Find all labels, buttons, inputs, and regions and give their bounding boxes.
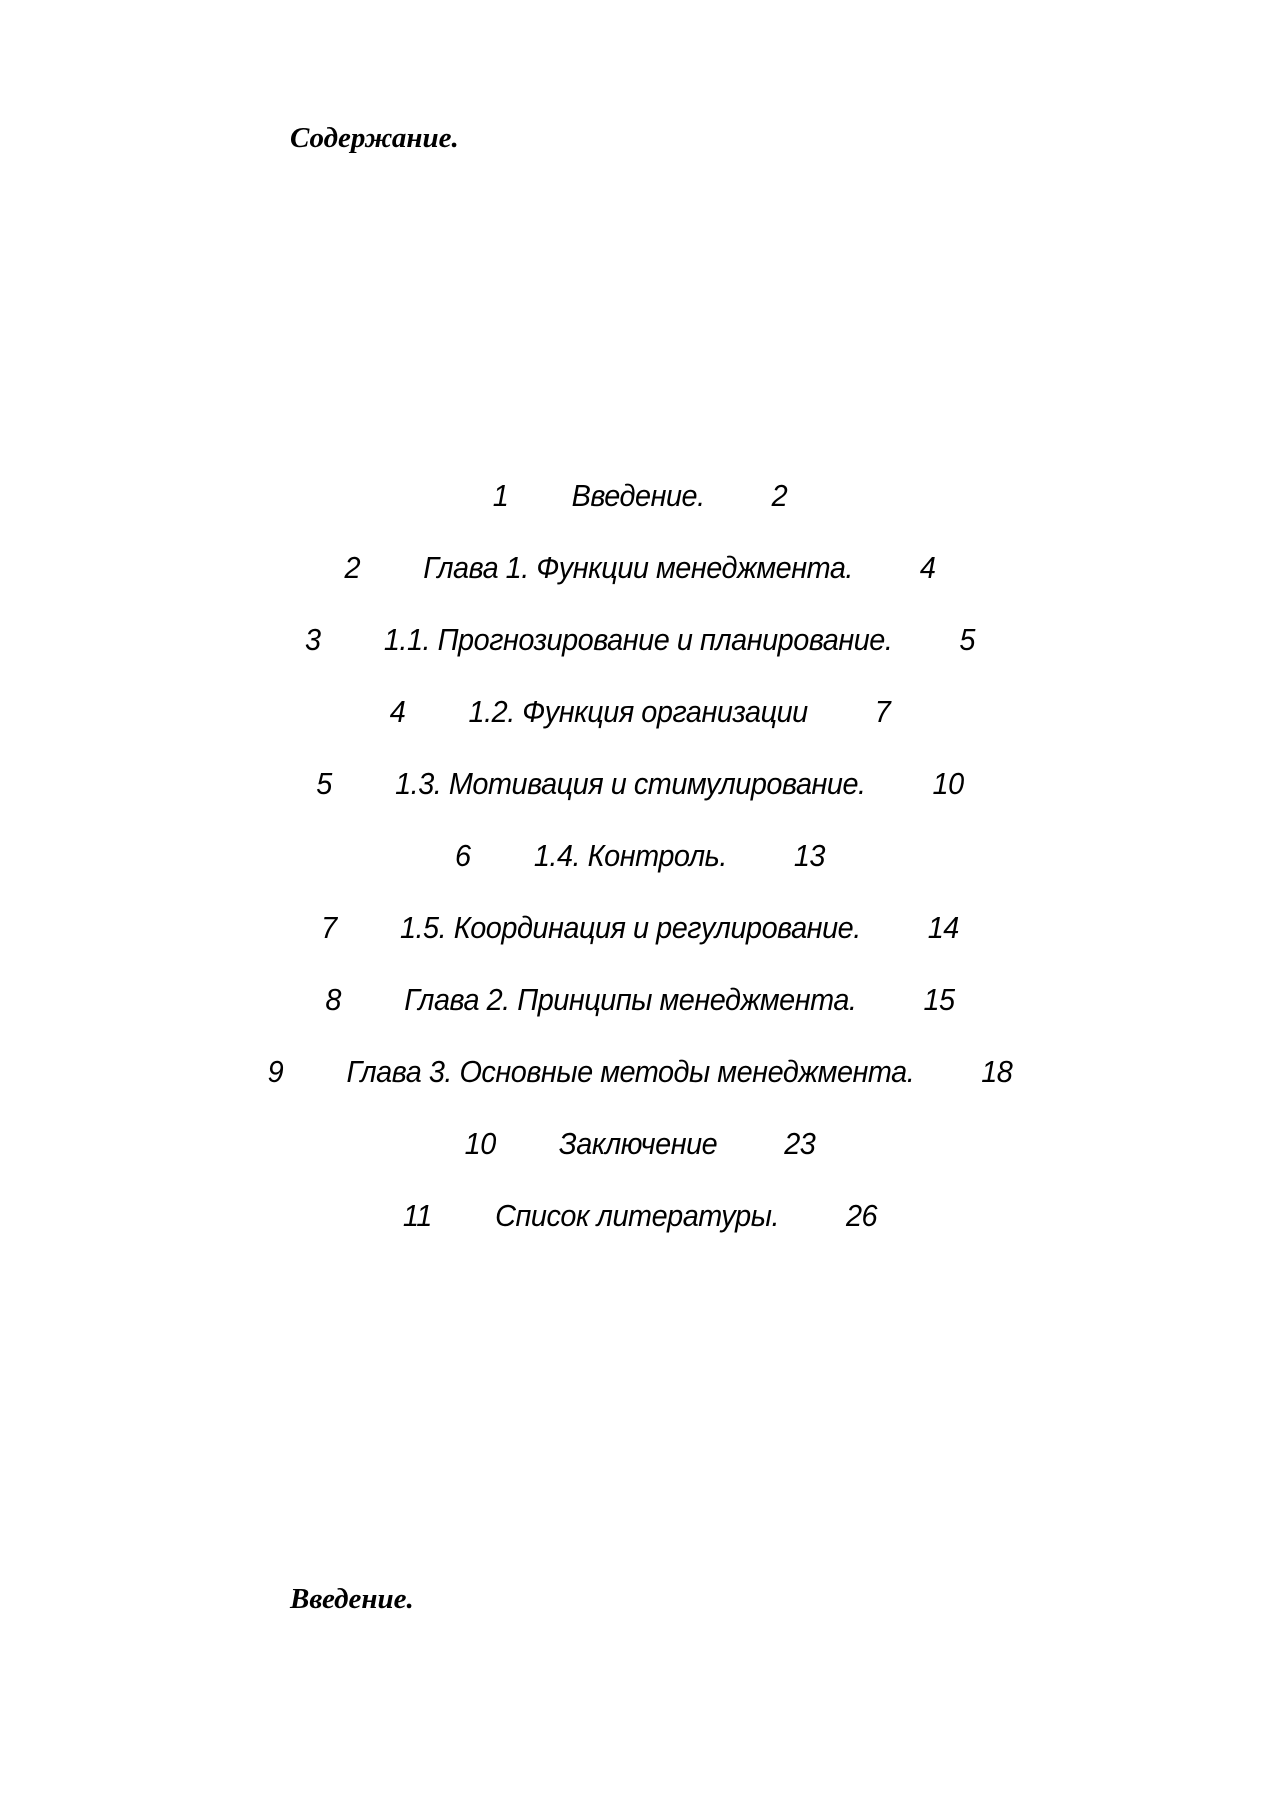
toc-entry-title: Список литературы. [495,1198,780,1233]
toc-entry-title: 1.1. Прогнозирование и планирование. [383,622,893,657]
toc-entry[interactable] [45,964,1235,1036]
toc-entry[interactable] [45,676,1235,748]
toc-entry[interactable] [45,748,1235,820]
toc-entry[interactable] [45,1036,1235,1108]
table-of-contents [0,460,1280,1252]
toc-entry-title: Введение. [571,478,705,513]
toc-entry-number: 9 [267,1054,284,1089]
toc-entry-page: 15 [923,982,955,1017]
toc-entry-page: 2 [771,478,788,513]
toc-entry-number: 3 [305,622,321,657]
toc-entry-page: 23 [784,1126,816,1161]
toc-entry-number: 1 [492,478,509,513]
toc-entry[interactable] [45,604,1235,676]
toc-entry-page: 10 [932,766,964,801]
toc-entry-title: 1.4. Контроль. [533,838,727,873]
toc-entry-page: 13 [793,838,825,873]
toc-entry-page: 5 [959,622,975,657]
toc-entry[interactable] [45,1180,1235,1252]
toc-entry-title: 1.2. Функция организации [468,694,808,729]
toc-entry-number: 6 [455,838,471,873]
contents-heading: Содержание. [290,122,459,154]
toc-entry-number: 4 [389,694,406,729]
toc-entry-title: 1.5. Координация и регулирование. [399,910,861,945]
toc-entry-title: 1.3. Мотивация и стимулирование. [395,766,866,801]
toc-entry-number: 2 [344,550,361,585]
toc-entry-number: 8 [325,982,341,1017]
toc-entry-title: Глава 2. Принципы менеджмента. [404,982,857,1017]
toc-entry-number: 7 [321,910,337,945]
intro-heading: Введение. [290,1583,414,1615]
toc-entry-page: 14 [927,910,959,945]
toc-entry[interactable] [45,532,1235,604]
toc-entry-number: 10 [464,1126,496,1161]
toc-entry-page: 18 [981,1054,1013,1089]
toc-entry-number: 11 [402,1198,432,1233]
toc-entry-page: 26 [845,1198,878,1233]
toc-entry-number: 5 [316,766,332,801]
toc-entry-title: Глава 1. Функции менеджмента. [423,550,853,585]
toc-entry[interactable] [45,892,1235,964]
toc-entry[interactable] [45,820,1235,892]
toc-entry[interactable] [45,1108,1235,1180]
toc-entry-page: 4 [919,550,936,585]
toc-entry-title: Глава 3. Основные методы менеджмента. [346,1054,915,1089]
toc-entry-title: Заключение [559,1126,718,1161]
toc-entry-page: 7 [874,694,891,729]
toc-entry[interactable] [45,460,1235,532]
